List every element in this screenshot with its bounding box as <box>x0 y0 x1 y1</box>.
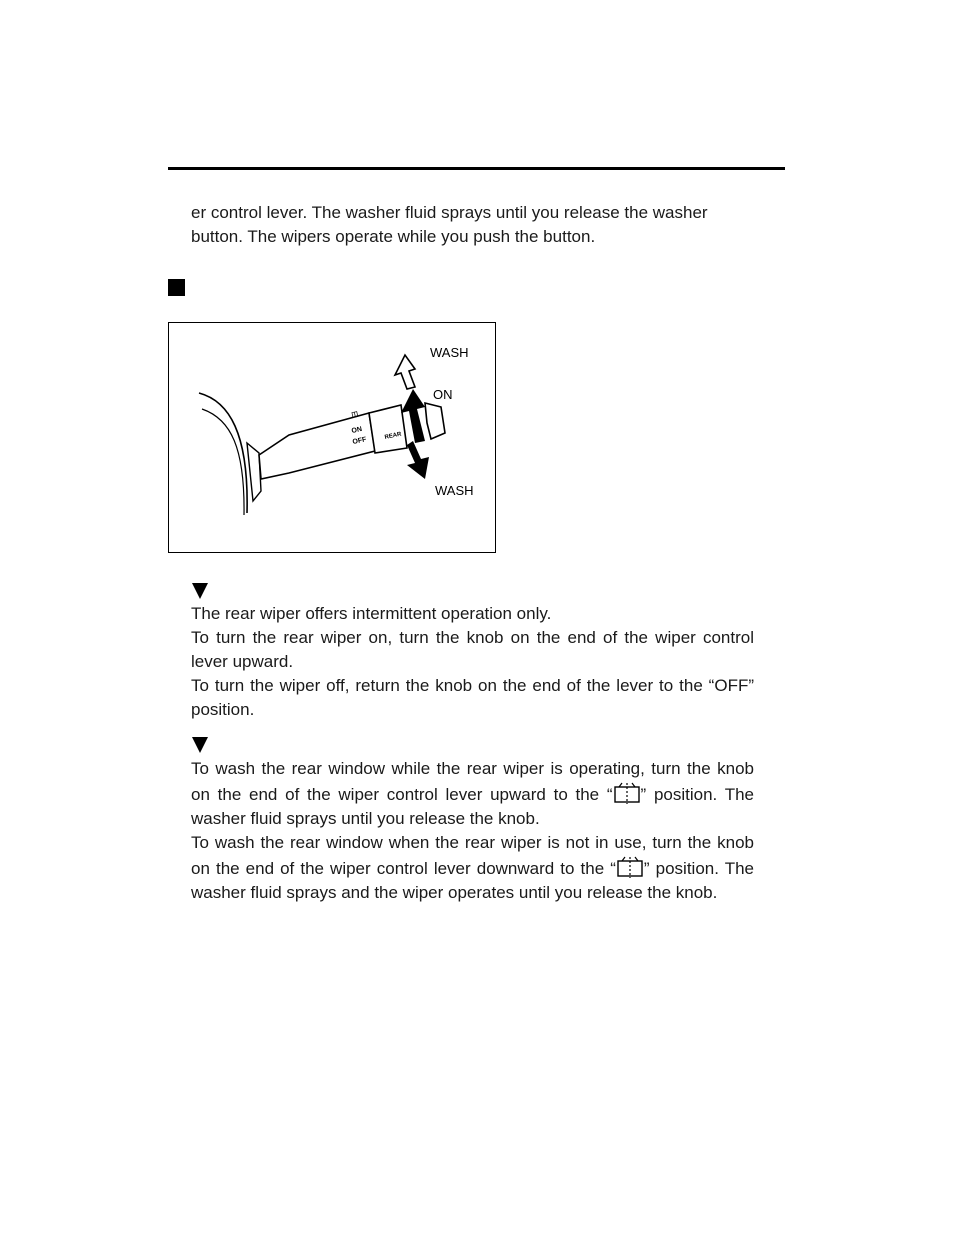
intro-line-2: button. The wipers operate while you push the button. <box>191 227 596 246</box>
lever-marking-off: OFF <box>351 436 368 446</box>
rear-washer-paragraph-1 <box>191 757 754 831</box>
rear-wiper-triangle-icon <box>192 583 208 599</box>
rear-washer-icon <box>613 781 641 805</box>
washer-p1-before: To wash the rear window while the rear wiper is operating, turn the knob on the end of the wiper control lever upward to the “ <box>191 759 754 804</box>
lever-body <box>259 410 375 479</box>
intro-paragraph <box>191 201 754 249</box>
label-on: ON <box>433 387 453 402</box>
rear-washer-icon <box>616 855 644 879</box>
washer-p2-before: To wash the rear window when the rear wiper is not in use, turn the knob on the end of the wiper control lever downward to the “ <box>191 833 754 878</box>
wiper-lever-figure <box>168 322 496 553</box>
rear-washer-triangle-icon <box>192 737 208 753</box>
rear-wiper-section <box>191 602 754 722</box>
section-square-icon <box>168 279 185 296</box>
rear-wiper-line-1: The rear wiper offers intermittent operation only. <box>191 604 552 623</box>
intro-line-1: er control lever. The washer fluid sprays until you release the washer <box>191 203 708 222</box>
column-inner-curve <box>202 409 244 515</box>
lever-marking-on: ON <box>350 425 363 435</box>
lever-end <box>369 405 407 453</box>
wash-down-arrow-icon <box>407 441 429 479</box>
rear-wiper-line-2: To turn the rear wiper on, turn the knob on the end of the wiper control lever upward. <box>191 628 754 671</box>
wiper-lever-illustration <box>169 323 497 554</box>
label-wash-bottom: WASH <box>435 483 474 498</box>
rear-washer-section <box>191 757 754 905</box>
wiper-knob <box>425 403 445 439</box>
rear-washer-paragraph-2 <box>191 831 754 905</box>
rear-wiper-line-3: To turn the wiper off, return the knob on the end of the lever to the “OFF” position. <box>191 676 754 719</box>
washer-p1-after: ” position. The washer fluid sprays until you release the knob. <box>191 785 754 828</box>
label-wash-top: WASH <box>430 345 469 360</box>
wash-up-arrow-icon <box>395 355 415 389</box>
header-rule <box>168 167 785 170</box>
washer-p2-after: ” position. The washer fluid sprays and the wiper operates until you release the knob. <box>191 859 755 902</box>
lever-mount <box>247 443 261 501</box>
lever-marking-rear: REAR <box>384 431 403 441</box>
lever-marking-icon: ◫ <box>350 410 359 419</box>
